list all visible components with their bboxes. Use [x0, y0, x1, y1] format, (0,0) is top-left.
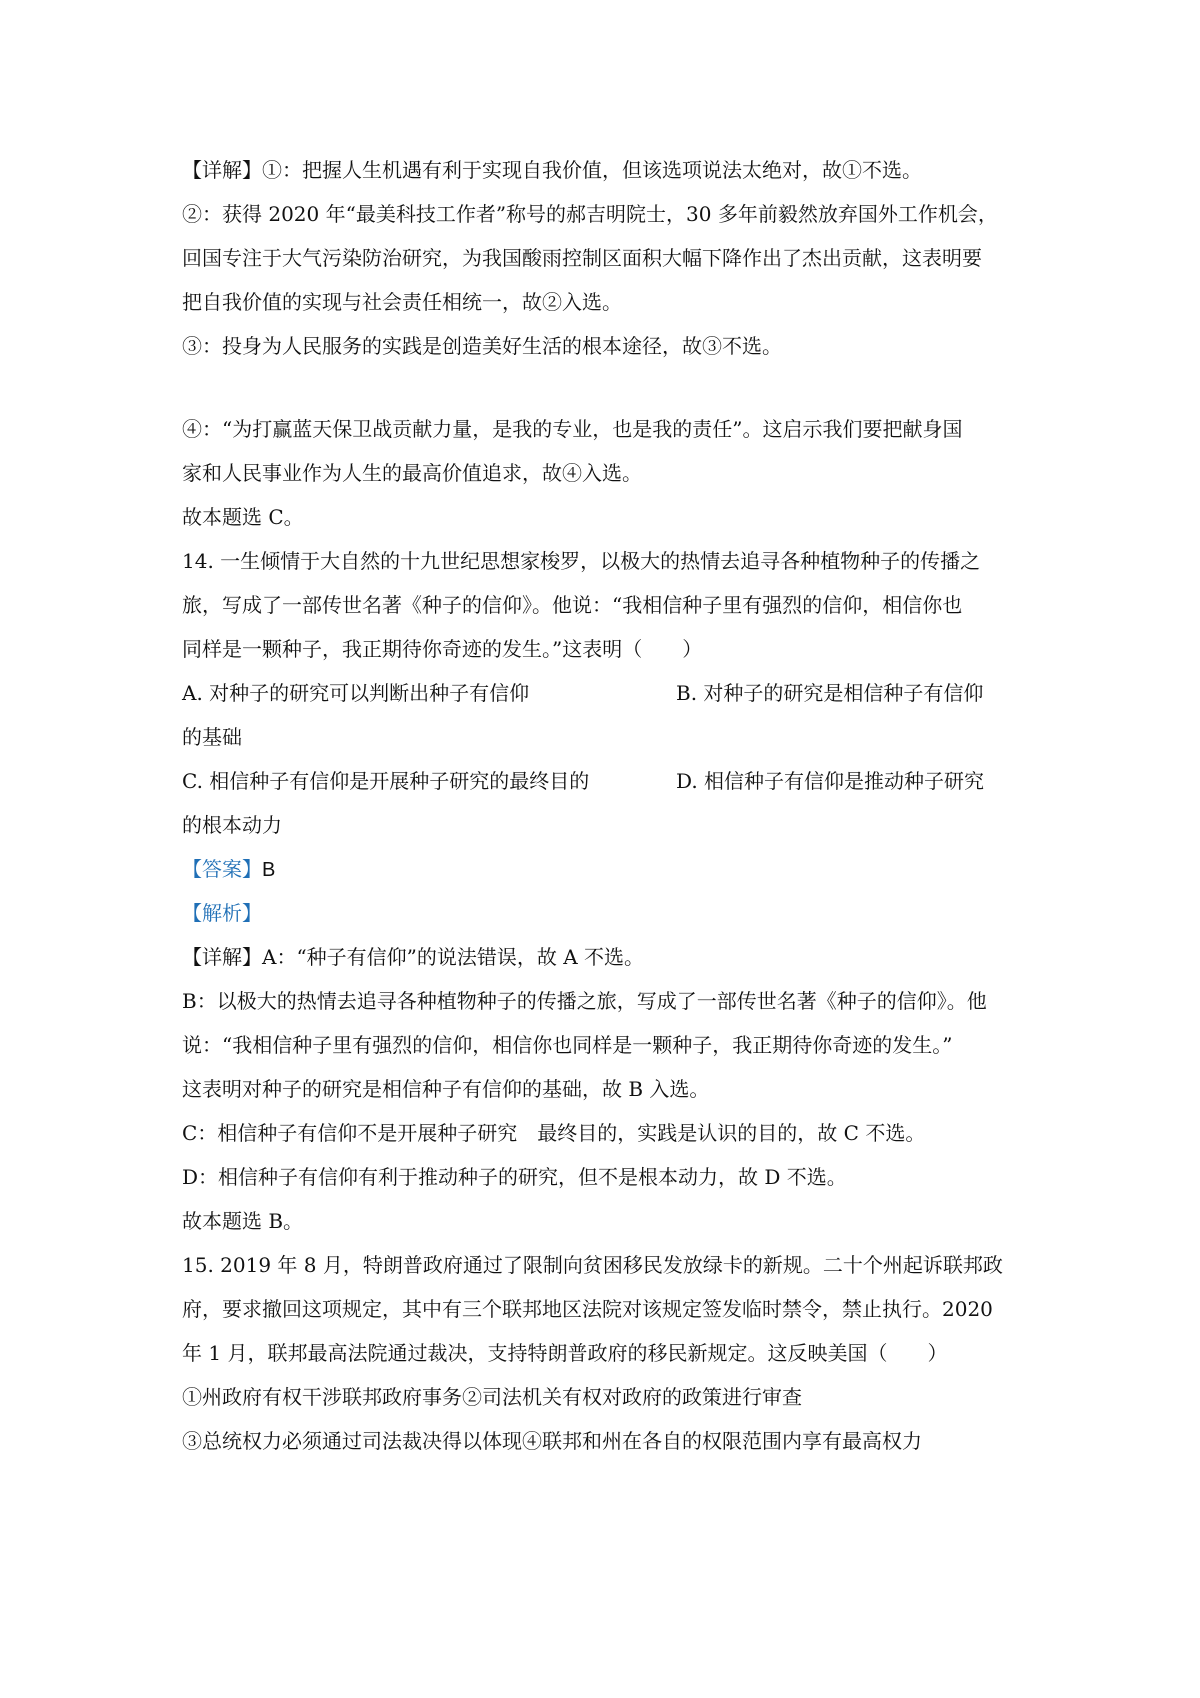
q14-answer-line: [182, 855, 1022, 884]
q14-option-c: C. 相信种子有信仰是开展种子研究的最终目的: [182, 769, 590, 793]
prev-detail-2-line-1: ②：获得 2020 年“最美科技工作者”称号的郝吉明院士，30 多年前毅然放弃国外工作机会，: [182, 202, 998, 226]
q14-conclusion: 故本题选 B。: [182, 1209, 304, 1233]
q14-option-d-continued: 的根本动力: [182, 813, 282, 837]
q14-analysis-line: [182, 899, 1022, 928]
q14-option-b: B. 对种子的研究是相信种子有信仰: [676, 681, 984, 705]
prev-detail-2-line-2: 回国专注于大气污染防治研究，为我国酸雨控制区面积大幅下降作出了杰出贡献，这表明要: [182, 246, 982, 270]
q14-stem-line-3: 同样是一颗种子，我正期待你奇迹的发生。”这表明（ ）: [182, 637, 703, 661]
prev-detail-1: 【详解】①：把握人生机遇有利于实现自我价值，但该选项说法太绝对，故①不选。: [182, 158, 922, 182]
q15-choices-line-1: ①州政府有权干涉联邦政府事务②司法机关有权对政府的政策进行审查: [182, 1385, 802, 1409]
q14-option-d: D. 相信种子有信仰是推动种子研究: [676, 769, 985, 793]
prev-detail-3: ③：投身为人民服务的实践是创造美好生活的根本途径，故③不选。: [182, 334, 782, 358]
q14-detail-b-line-2: 说：“我相信种子里有强烈的信仰，相信你也同样是一颗种子，我正期待你奇迹的发生。”: [182, 1033, 953, 1057]
q14-detail-c: C：相信种子有信仰不是开展种子研究 最终目的，实践是认识的目的，故 C 不选。: [182, 1121, 926, 1145]
prev-detail-2-line-3: 把自我价值的实现与社会责任相统一，故②入选。: [182, 290, 622, 314]
q14-stem-line-2: 旅，写成了一部传世名著《种子的信仰》。他说：“我相信种子里有强烈的信仰，相信你也: [182, 593, 963, 617]
q14-detail-a: 【详解】A：“种子有信仰”的说法错误，故 A 不选。: [182, 945, 645, 969]
q15-stem-line-1: 15. 2019 年 8 月，特朗普政府通过了限制向贫困移民发放绿卡的新规。二十个州起诉联邦政: [182, 1253, 1003, 1277]
q14-detail-d: D：相信种子有信仰有利于推动种子的研究，但不是根本动力，故 D 不选。: [182, 1165, 847, 1189]
q14-option-b-continued: 的基础: [182, 725, 242, 749]
q15-stem-line-2: 府，要求撤回这项规定，其中有三个联邦地区法院对该规定签发临时禁令，禁止执行。2020: [182, 1297, 993, 1321]
analysis-tag: 【解析】: [182, 903, 262, 925]
prev-detail-4-line-1: ④：“为打赢蓝天保卫战贡献力量，是我的专业，也是我的责任”。这启示我们要把献身国: [182, 417, 963, 441]
q14-detail-b-line-1: B：以极大的热情去追寻各种植物种子的传播之旅，写成了一部传世名著《种子的信仰》。他: [182, 989, 987, 1013]
prev-detail-4-line-2: 家和人民事业作为人生的最高价值追求，故④入选。: [182, 461, 642, 485]
prev-conclusion: 故本题选 C。: [182, 505, 304, 529]
q15-stem-line-3: 年 1 月，联邦最高法院通过裁决，支持特朗普政府的移民新规定。这反映美国（ ）: [182, 1341, 948, 1365]
q14-stem-line-1: 14. 一生倾情于大自然的十九世纪思想家梭罗，以极大的热情去追寻各种植物种子的传播之: [182, 549, 981, 573]
q15-choices-line-2: ③总统权力必须通过司法裁决得以体现④联邦和州在各自的权限范围内享有最高权力: [182, 1429, 922, 1453]
answer-tag: 【答案】: [182, 859, 262, 881]
q14-detail-b-line-3: 这表明对种子的研究是相信种子有信仰的基础，故 B 入选。: [182, 1077, 710, 1101]
answer-value: B: [262, 859, 276, 881]
q14-option-a: A. 对种子的研究可以判断出种子有信仰: [182, 681, 530, 705]
